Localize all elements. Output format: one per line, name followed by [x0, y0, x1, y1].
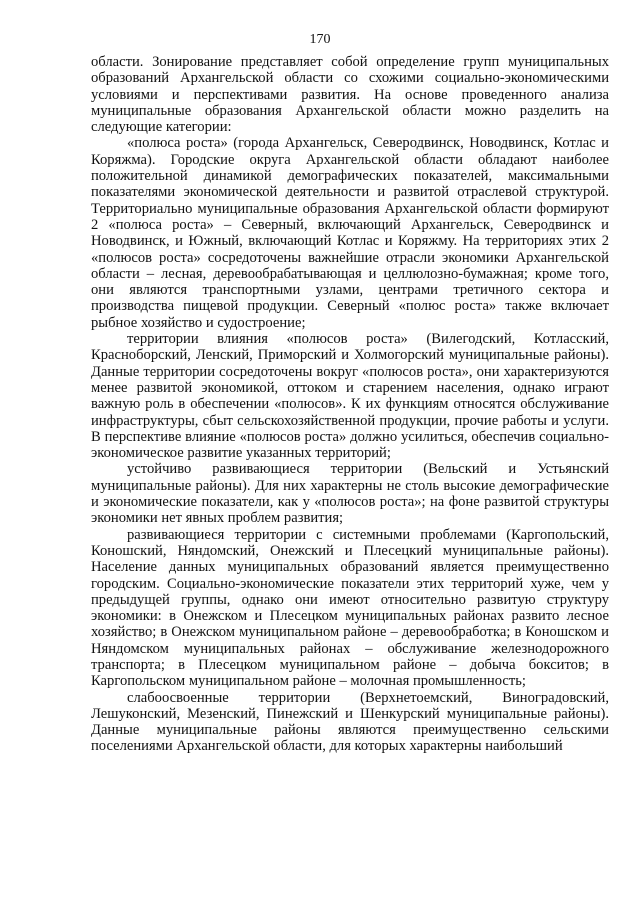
page-number: 170 [309, 32, 331, 47]
paragraph-stable-territories: устойчиво развивающиеся территории (Вельский и Устьянский муниципальные районы). Для них характерны не столь высокие демографические и экономические показатели, как у «полюсов роста»; на фоне развитой структуры экономики нет явных проблем развития; [91, 461, 609, 527]
paragraph-intro: области. Зонирование представляет собой определение групп муниципальных образований Архангельской области со схожими социально-экономическими условиями и перспективами развития. На основе проведенного анализа муниципальные образования Архангельской области можно разделить на следующие категории: [91, 54, 609, 136]
paragraph-influence-territories: территории влияния «полюсов роста» (Вилегодский, Котласский, Красноборский, Ленский, Приморский и Холмогорский муниципальные районы). Данные территории сосредоточены вокруг «полюсов роста», они характеризуются менее развитой экономикой, оттоком и старением населения, однако играют важную роль в обеспечении «полюсов». К их функциям относятся обслуживание инфраструктуры, сбыт сельскохозяйственной продукции, прочие работы и услуги. В перспективе влияние «полюсов роста» должно усилиться, обеспечив социально-экономическое развитие указанных территорий; [91, 331, 609, 462]
paragraph-weakly-developed: слабоосвоенные территории (Верхнетоемский, Виноградовский, Лешуконский, Мезенский, Пинежский и Шенкурский муниципальные районы). Данные муниципальные районы являются преимущественно сельскими поселениями Архангельской области, для которых характерны наибольший [91, 689, 609, 755]
paragraph-problem-territories: развивающиеся территории с системными проблемами (Каргопольский, Коношский, Няндомский, Онежский и Плесецкий муниципальные районы). Население данных муниципальных образований является преимущественно городским. Социально-экономические показатели этих территорий хуже, чем у предыдущей группы, однако они имеют относительно развитую структуру экономики: в Онежском и Плесецком муниципальных районах развито лесное хозяйство; в Онежском муниципальном районе – деревообработка; в Коношском и Няндомском муниципальных районах – обслуживание железнодорожного транспорта; в Плесецком муниципальном районе – добыча бокситов; в Каргопольском муниципальном районе – молочная промышленность; [91, 526, 609, 690]
page-body [91, 54, 609, 755]
paragraph-growth-poles: «полюса роста» (города Архангельск, Северодвинск, Новодвинск, Котлас и Коряжма). Городские округа Архангельской области обладают наиболее положительной динамикой демографических показателей, максимальными показателями экономической деятельности и развитой отраслевой структурой. Территориально муниципальные образования Архангельской области формируют 2 «полюса роста» – Северный, включающий Архангельск, Северодвинск и Новодвинск, и Южный, включающий Котлас и Коряжму. На территориях этих 2 «полюсов роста» сосредоточены важнейшие отрасли экономики Архангельской области – лесная, деревообрабатывающая и целлюлозно-бумажная; кроме того, они являются транспортными узлами, центрами третичного сектора и производства пищевой продукции. Северный «полюс роста» также включает рыбное хозяйство и судостроение; [91, 135, 609, 331]
